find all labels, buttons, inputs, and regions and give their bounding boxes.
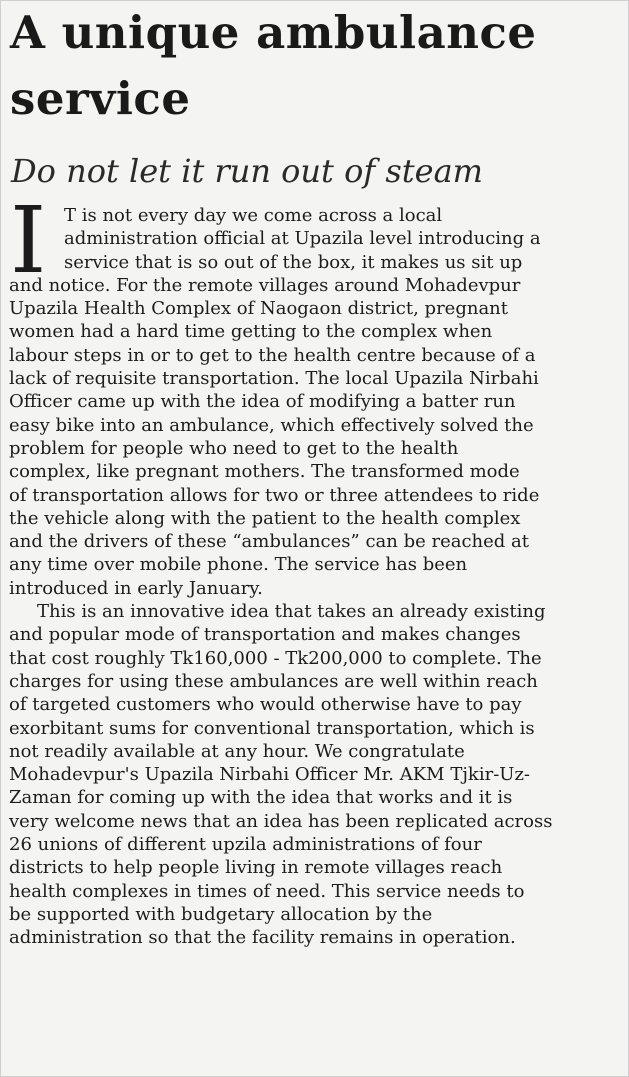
subheadline: Do not let it run out of steam — [11, 152, 483, 190]
paragraph-1-line: service that is so out of the box, it makes us sit up — [64, 251, 523, 273]
paragraph-1-line: the vehicle along with the patient to the health complex — [9, 507, 521, 529]
paragraph-2-line: and popular mode of transportation and makes changes — [9, 624, 521, 646]
paragraph-1-line: introduced in early January. — [9, 577, 263, 599]
paragraph-2 — [9, 600, 624, 949]
paragraph-2-line: charges for using these ambulances are well within reach — [9, 670, 538, 692]
headline — [10, 0, 537, 132]
paragraph-1-line: problem for people who need to get to the health — [9, 437, 459, 459]
paragraph-2-line: very welcome news that an idea has been replicated across — [9, 810, 553, 832]
paragraph-1-line: labour steps in or to get to the health centre because of a — [9, 344, 536, 366]
paragraph-2-line: districts to help people living in remote villages reach — [9, 857, 503, 879]
paragraph-2-line: 26 unions of different upzila administrations of four — [9, 834, 482, 856]
paragraph-1-line: lack of requisite transportation. The local Upazila Nirbahi — [9, 368, 539, 390]
paragraph-1-line: Officer came up with the idea of modifying a batter run — [9, 391, 516, 413]
paragraph-1 — [9, 187, 624, 600]
paragraph-1-line: and the drivers of these “ambulances” can be reached at — [9, 531, 529, 553]
article-body — [9, 187, 624, 950]
paragraph-1-line: administration official at Upazila level introducing a — [64, 228, 541, 250]
paragraph-2-line: exorbitant sums for conventional transportation, which is — [9, 717, 535, 739]
paragraph-2-line: health complexes in times of need. This service needs to — [9, 880, 525, 902]
paragraph-1-line: complex, like pregnant mothers. The transformed mode — [9, 461, 520, 483]
paragraph-1-line: any time over mobile phone. The service has been — [9, 554, 468, 576]
drop-cap: I — [10, 187, 47, 294]
paragraph-2-line: be supported with budgetary allocation by the — [9, 903, 433, 925]
paragraph-2-line: administration so that the facility remains in operation. — [9, 927, 516, 949]
paragraph-2-line: Zaman for coming up with the idea that works and it is — [9, 787, 513, 809]
paragraph-2-line: Mohadevpur's Upazila Nirbahi Officer Mr. AKM Tjkir-Uz- — [9, 764, 531, 786]
paragraph-2-line: This is an innovative idea that takes an already existing — [37, 601, 546, 623]
paragraph-1-line: women had a hard time getting to the complex when — [9, 321, 493, 343]
headline-line-1: A unique ambulance — [10, 6, 537, 59]
paragraph-1-line: of transportation allows for two or three attendees to ride — [9, 484, 540, 506]
paragraph-1-line: and notice. For the remote villages around Mohadevpur — [9, 274, 521, 296]
paragraph-1-line: easy bike into an ambulance, which effectively solved the — [9, 414, 534, 436]
headline-line-2: service — [10, 72, 191, 125]
paragraph-1-line: T is not every day we come across a local — [64, 205, 443, 226]
paragraph-2-line: of targeted customers who would otherwise have to pay — [9, 694, 522, 716]
paragraph-2-line: that cost roughly Tk160,000 - Tk200,000 to complete. The — [9, 647, 542, 669]
paragraph-2-line: not readily available at any hour. We congratulate — [9, 740, 465, 762]
paragraph-1-line: Upazila Health Complex of Naogaon district, pregnant — [9, 298, 509, 320]
